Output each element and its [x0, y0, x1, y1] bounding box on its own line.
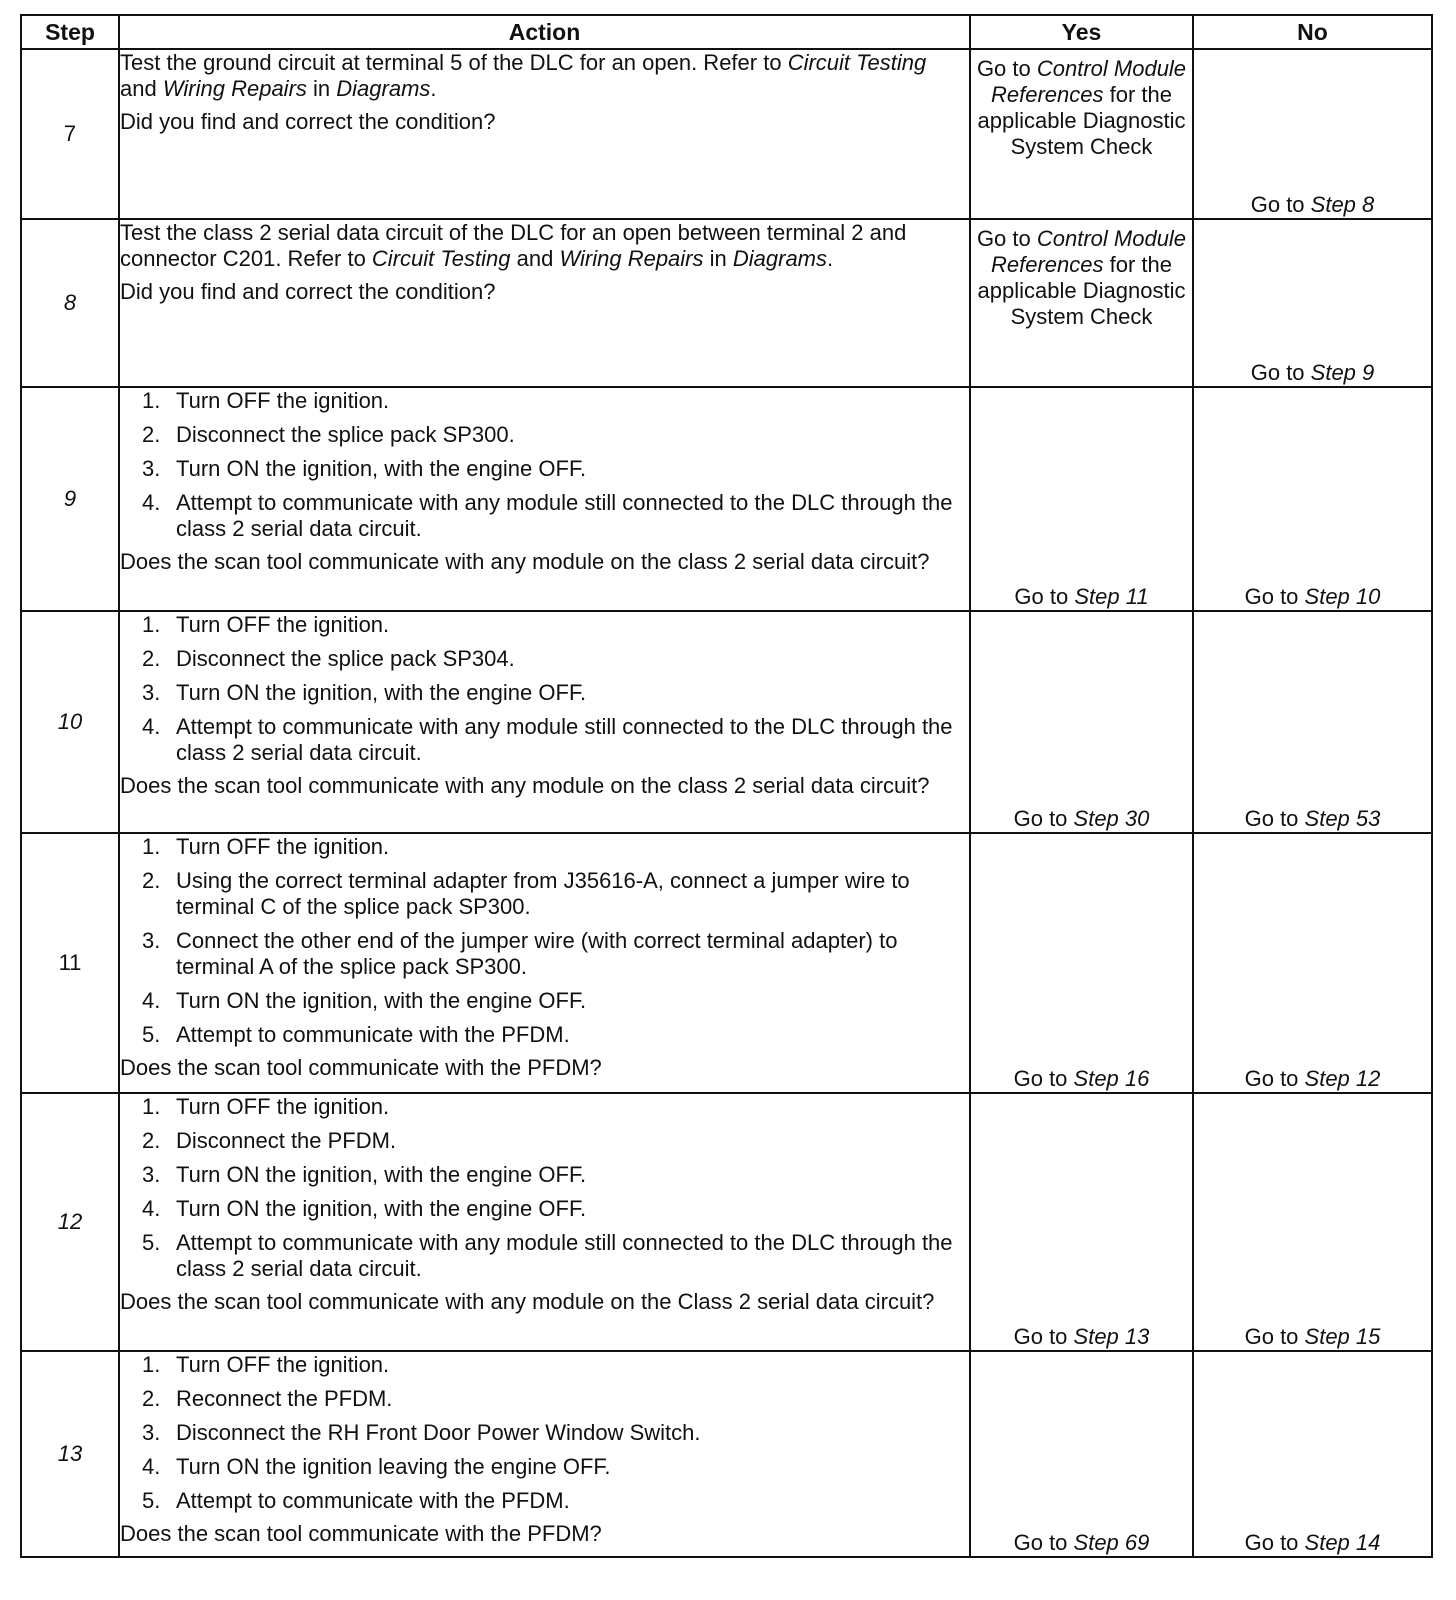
no-result — [1193, 611, 1432, 833]
list-item — [120, 680, 969, 706]
header-row — [21, 15, 1432, 49]
list-item — [120, 1094, 969, 1120]
step-item-number: 5. — [142, 1022, 161, 1047]
step-item-text: Turn ON the ignition, with the engine OFF. — [176, 988, 587, 1013]
yes-text-segment: Go to — [976, 226, 1037, 251]
list-item — [120, 1420, 969, 1446]
step-item-number: 5. — [142, 1488, 161, 1513]
yes-result — [970, 1351, 1193, 1557]
header-yes: Yes — [970, 15, 1193, 49]
yes-text-segment: for the applicable Diagnostic System Check — [977, 82, 1186, 159]
yes-text-segment: Control Module References — [991, 226, 1187, 277]
step-number: 7 — [21, 49, 119, 219]
yes-text-segment: Go to — [1013, 1066, 1074, 1091]
no-text-segment: Step 8 — [1310, 192, 1375, 217]
list-item — [120, 612, 969, 638]
header-no: No — [1193, 15, 1432, 49]
header-action: Action — [119, 15, 970, 49]
yes-text-segment: Go to — [1013, 806, 1074, 831]
step-item-number: 4. — [142, 490, 161, 515]
step-item-text: Turn OFF the ignition. — [176, 1352, 390, 1377]
no-text-segment: Go to — [1250, 360, 1311, 385]
table-row — [21, 611, 1432, 833]
list-item — [120, 834, 969, 860]
yes-text-segment: Step 11 — [1074, 584, 1149, 609]
action-text-segment: and — [120, 76, 163, 101]
no-result — [1193, 833, 1432, 1093]
action-question: Does the scan tool communicate with any module on the class 2 serial data circuit? — [120, 549, 930, 574]
no-text-segment: Step 10 — [1304, 584, 1381, 609]
step-item-number: 2. — [142, 422, 161, 447]
table-row — [21, 1093, 1432, 1351]
no-result — [1193, 49, 1432, 219]
step-item-text: Attempt to communicate with the PFDM. — [176, 1488, 570, 1513]
list-item — [120, 388, 969, 414]
step-number: 11 — [21, 833, 119, 1093]
step-item-text: Turn ON the ignition leaving the engine OFF. — [176, 1454, 611, 1479]
no-text-segment: Go to — [1244, 1530, 1305, 1555]
step-item-number: 2. — [142, 868, 161, 893]
yes-text-segment: Step 13 — [1073, 1324, 1150, 1349]
yes-result — [970, 833, 1193, 1093]
no-text-segment: Step 15 — [1304, 1324, 1381, 1349]
step-item-number: 1. — [142, 834, 161, 859]
step-item-number: 3. — [142, 1420, 161, 1445]
action-paragraph — [120, 50, 969, 102]
step-item-text: Attempt to communicate with any module still connected to the DLC through the class 2 serial data circuit. — [176, 490, 953, 541]
no-result — [1193, 1093, 1432, 1351]
list-item — [120, 1196, 969, 1222]
yes-text-segment: Go to — [1013, 1324, 1074, 1349]
step-item-number: 1. — [142, 388, 161, 413]
step-item-number: 2. — [142, 1386, 161, 1411]
step-item-number: 1. — [142, 1352, 161, 1377]
step-item-text: Disconnect the splice pack SP300. — [176, 422, 515, 447]
action-cell — [119, 611, 970, 833]
action-text-segment: Circuit Testing — [787, 50, 927, 75]
action-question: Does the scan tool communicate with the PFDM? — [120, 1055, 602, 1080]
no-text-segment: Step 9 — [1310, 360, 1375, 385]
step-item-text: Turn OFF the ignition. — [176, 612, 390, 637]
step-item-number: 3. — [142, 928, 161, 953]
action-steps-list — [120, 612, 969, 766]
no-text-segment: Step 14 — [1304, 1530, 1381, 1555]
step-item-text: Attempt to communicate with the PFDM. — [176, 1022, 570, 1047]
yes-text-segment: Go to — [1013, 1530, 1074, 1555]
no-text-segment: Step 53 — [1304, 806, 1381, 831]
yes-result — [970, 387, 1193, 611]
action-text-segment: Test the ground circuit at terminal 5 of the DLC for an open. Refer to — [120, 50, 788, 75]
list-item — [120, 1128, 969, 1154]
step-item-text: Connect the other end of the jumper wire (with correct terminal adapter) to terminal A of the splice pack SP300. — [176, 928, 898, 979]
step-item-text: Turn ON the ignition, with the engine OFF. — [176, 680, 587, 705]
list-item — [120, 1162, 969, 1188]
step-item-text: Disconnect the RH Front Door Power Window Switch. — [176, 1420, 701, 1445]
yes-text-segment: Go to — [1014, 584, 1075, 609]
step-item-text: Attempt to communicate with any module still connected to the DLC through the class 2 serial data circuit. — [176, 714, 953, 765]
step-item-text: Turn OFF the ignition. — [176, 1094, 390, 1119]
yes-text-segment: Control Module References — [991, 56, 1187, 107]
no-text-segment: Go to — [1250, 192, 1311, 217]
list-item — [120, 1454, 969, 1480]
step-number: 10 — [21, 611, 119, 833]
action-steps-list — [120, 1094, 969, 1282]
step-item-number: 2. — [142, 1128, 161, 1153]
step-item-text: Attempt to communicate with any module still connected to the DLC through the class 2 serial data circuit. — [176, 1230, 953, 1281]
step-item-number: 5. — [142, 1230, 161, 1255]
no-text-segment: Go to — [1244, 806, 1305, 831]
no-text-segment: Go to — [1244, 1066, 1305, 1091]
action-question: Did you find and correct the condition? — [120, 109, 496, 134]
action-text-segment: Wiring Repairs — [559, 246, 704, 271]
step-item-text: Disconnect the splice pack SP304. — [176, 646, 515, 671]
step-item-number: 3. — [142, 680, 161, 705]
no-text-segment: Step 12 — [1304, 1066, 1381, 1091]
action-question: Does the scan tool communicate with any module on the Class 2 serial data circuit? — [120, 1289, 935, 1314]
yes-text-segment: for the applicable Diagnostic System Check — [977, 252, 1186, 329]
table-row — [21, 833, 1432, 1093]
action-cell — [119, 49, 970, 219]
action-text-segment: Wiring Repairs — [162, 76, 307, 101]
action-question: Does the scan tool communicate with any module on the class 2 serial data circuit? — [120, 773, 930, 798]
list-item — [120, 1386, 969, 1412]
yes-text-segment: Step 16 — [1073, 1066, 1150, 1091]
step-number: 9 — [21, 387, 119, 611]
action-text-segment: Diagrams — [336, 76, 431, 101]
table-row — [21, 1351, 1432, 1557]
action-steps-list — [120, 834, 969, 1048]
table-row — [21, 49, 1432, 219]
no-result — [1193, 219, 1432, 387]
yes-result — [970, 1093, 1193, 1351]
no-text-segment: Go to — [1244, 584, 1305, 609]
action-cell — [119, 387, 970, 611]
action-text-segment: in — [703, 246, 733, 271]
yes-result — [970, 49, 1193, 219]
step-item-text: Turn ON the ignition, with the engine OFF. — [176, 456, 587, 481]
action-steps-list — [120, 1352, 969, 1514]
list-item — [120, 1352, 969, 1378]
yes-text-segment: Step 69 — [1073, 1530, 1150, 1555]
list-item — [120, 1230, 969, 1282]
list-item — [120, 868, 969, 920]
list-item — [120, 456, 969, 482]
step-item-text: Disconnect the PFDM. — [176, 1128, 397, 1153]
step-item-number: 1. — [142, 1094, 161, 1119]
step-item-text: Turn OFF the ignition. — [176, 388, 390, 413]
action-text-segment: . — [430, 76, 437, 101]
step-item-number: 2. — [142, 646, 161, 671]
action-paragraph — [120, 220, 969, 272]
step-number: 13 — [21, 1351, 119, 1557]
step-item-text: Using the correct terminal adapter from J35616-A, connect a jumper wire to terminal C of the splice pack SP300. — [176, 868, 910, 919]
step-item-text: Turn ON the ignition, with the engine OFF. — [176, 1162, 587, 1187]
action-text-segment: Circuit Testing — [371, 246, 511, 271]
action-cell — [119, 833, 970, 1093]
action-cell — [119, 1093, 970, 1351]
action-text-segment: . — [827, 246, 834, 271]
step-item-number: 4. — [142, 988, 161, 1013]
yes-result — [970, 611, 1193, 833]
diagnostic-table — [20, 14, 1433, 1558]
action-text-segment: Diagrams — [732, 246, 828, 271]
list-item — [120, 1022, 969, 1048]
list-item — [120, 422, 969, 448]
list-item — [120, 490, 969, 542]
no-text-segment: Go to — [1244, 1324, 1305, 1349]
action-text-segment: in — [306, 76, 337, 101]
step-item-text: Reconnect the PFDM. — [176, 1386, 393, 1411]
step-item-text: Turn ON the ignition, with the engine OFF. — [176, 1196, 587, 1221]
yes-text-segment: Step 30 — [1073, 806, 1150, 831]
header-step: Step — [21, 15, 119, 49]
no-result — [1193, 1351, 1432, 1557]
yes-text-segment: Go to — [976, 56, 1037, 81]
table-row — [21, 387, 1432, 611]
list-item — [120, 988, 969, 1014]
step-item-number: 4. — [142, 714, 161, 739]
action-question: Does the scan tool communicate with the PFDM? — [120, 1521, 602, 1546]
step-number: 12 — [21, 1093, 119, 1351]
step-item-number: 4. — [142, 1454, 161, 1479]
yes-result — [970, 219, 1193, 387]
list-item — [120, 646, 969, 672]
step-item-number: 1. — [142, 612, 161, 637]
action-text-segment: Test the class 2 serial data circuit of the DLC for an open between terminal 2 and connector C201. Refer to — [120, 220, 907, 271]
no-result — [1193, 387, 1432, 611]
action-question: Did you find and correct the condition? — [120, 279, 496, 304]
list-item — [120, 1488, 969, 1514]
step-item-number: 3. — [142, 1162, 161, 1187]
action-text-segment: and — [510, 246, 560, 271]
step-number: 8 — [21, 219, 119, 387]
list-item — [120, 928, 969, 980]
step-item-text: Turn OFF the ignition. — [176, 834, 390, 859]
action-cell — [119, 219, 970, 387]
list-item — [120, 714, 969, 766]
action-cell — [119, 1351, 970, 1557]
table-row — [21, 219, 1432, 387]
step-item-number: 3. — [142, 456, 161, 481]
step-item-number: 4. — [142, 1196, 161, 1221]
action-steps-list — [120, 388, 969, 542]
